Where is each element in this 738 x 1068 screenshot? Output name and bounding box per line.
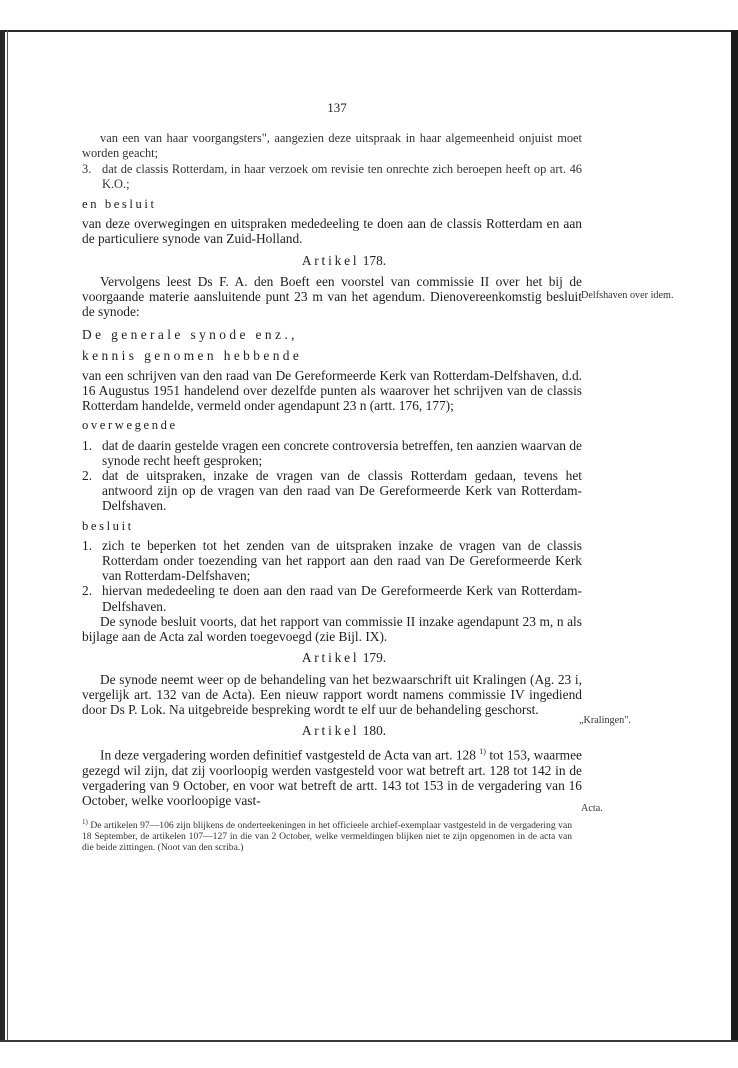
article-label: Artikel <box>301 650 360 666</box>
list-number: 3. <box>82 161 92 176</box>
list-number: 2. <box>82 583 93 599</box>
footnote <box>82 817 572 854</box>
scan-border-right <box>731 30 738 1042</box>
heading-besluit: besluit <box>82 518 134 533</box>
footnote-text: De artikelen 97—106 zijn blijkens de onderteekeningen in het officieele archief-exemplaar vastgesteld in de vergadering van 18 September, de artikelen 107—127 in die van 2 October, welke vermeldingen blijken niet te zijn opgenomen in de acta van die beide zittingen. (Noot van den scriba.) <box>82 819 572 854</box>
list-text: zich te beperken tot het zenden van de uitspraken inzake de vragen van de classis Rotterdam onder toezending van het rapport aan den raad van De Gereformeerde Kerk van Rotterdam-Delfshaven; <box>102 537 582 584</box>
list-text: dat de daarin gestelde vragen een concrete controversia betreffen, ten aanzien waarvan de synode recht heeft gesproken; <box>102 437 582 468</box>
footnote-reference: 1) <box>479 747 486 757</box>
heading-en-besluit: en besluit <box>82 197 157 212</box>
paragraph-179: De synode neemt weer op de behandeling van het bezwaarschrift uit Kralingen (Ag. 23 i, vergelijk art. 132 van de Acta). Een nieuw rapport wordt namens commissie IV ingediend door Ds P. Lok. Na uitgebreide bespreking wordt te elf uur de behandeling geschorst. <box>82 671 582 717</box>
heading-overwegende: overwegende <box>82 418 178 433</box>
list-item <box>82 583 582 613</box>
scan-border-bottom <box>0 1040 738 1042</box>
list-text: hiervan mededeeling te doen aan den raad van De Gereformeerde Kerk van Rotterdam-Delfshaven. <box>102 583 582 614</box>
article-label: Artikel <box>301 723 360 739</box>
article-number: 178. <box>362 252 387 268</box>
article-heading-180 <box>106 723 582 738</box>
margin-note-acta: Acta. <box>581 803 603 814</box>
list-item <box>82 538 582 584</box>
scan-border-top <box>0 30 738 32</box>
paragraph-180-rest: tot 153, waarmee gezegd wil zijn, dat zij voorloopig werden vastgesteld voor wat betreft art. 128 tot 142 in de vergadering van 9 October, en voor wat betreft de artt. 143 tot 153 in de vergadering van 16 October, welke voorloopige vast- <box>82 747 582 809</box>
paragraph-180-start: In deze vergadering worden definitief vastgesteld de Acta van art. 128 <box>100 747 476 763</box>
paragraph-178: Vervolgens leest Ds F. A. den Boeft een voorstel van commissie II over het bij de voorgaande materie aansluitende punt 23 m van het agendum. Dienovereenkomstig besluit de synode: <box>82 273 582 320</box>
heading-de-generale-synode: De generale synode enz., <box>82 327 298 343</box>
paragraph-schrijven: van een schrijven van den raad van De Gereformeerde Kerk van Rotterdam-Delfshaven, d.d. 16 Augustus 1951 handelend over dezelfde punten als waarover het schrijven van de classis Rotterdam handelde, vermeld onder agendapunt 23 n (artt. 176, 177); <box>82 367 582 414</box>
list-item <box>82 438 582 468</box>
article-heading-178 <box>106 253 582 268</box>
paragraph-voorts: De synode besluit voorts, dat het rapport van commissie II inzake agendapunt 23 m, n als bijlage aan de Acta zal worden toegevoegd (zie Bijl. IX). <box>82 613 582 645</box>
page-number: 137 <box>327 100 347 115</box>
list-number: 1. <box>82 437 93 453</box>
list-text: dat de uitspraken, inzake de vragen van de classis Rotterdam gedaan, tevens het antwoord zijn op de vragen van den raad van De Gereformeerde Kerk van Rotterdam-Delfshaven. <box>102 468 582 514</box>
list-item <box>82 468 582 514</box>
article-heading-179 <box>106 650 582 665</box>
list-item <box>82 162 582 192</box>
paragraph-continuation: van een van haar voorgangsters", aangezien deze uitspraak in haar algemeenheid onjuist moet worden geacht; <box>82 131 582 161</box>
list-number: 1. <box>82 537 93 553</box>
scan-border-left <box>0 30 5 1042</box>
article-label: Artikel <box>301 252 360 268</box>
footnote-mark: 1) <box>82 817 88 826</box>
list-text: dat de classis Rotterdam, in haar verzoek om revisie ten onrechte zich beroepen heeft op art. 46 K.O.; <box>102 161 582 191</box>
article-number: 179. <box>362 650 387 666</box>
margin-note-delfshaven: Delfshaven over idem. <box>581 290 674 301</box>
paragraph-180 <box>82 744 582 808</box>
heading-kennis-genomen: kennis genomen hebbende <box>82 347 303 363</box>
scan-border-left-inner <box>7 30 8 1042</box>
document-page <box>82 100 582 853</box>
paragraph: van deze overwegingen en uitspraken mededeeling te doen aan de classis Rotterdam en aan de particuliere synode van Zuid-Holland. <box>82 216 582 247</box>
list-number: 2. <box>82 468 93 484</box>
article-number: 180. <box>362 723 387 739</box>
margin-note-kralingen: „Kralingen". <box>579 715 631 726</box>
